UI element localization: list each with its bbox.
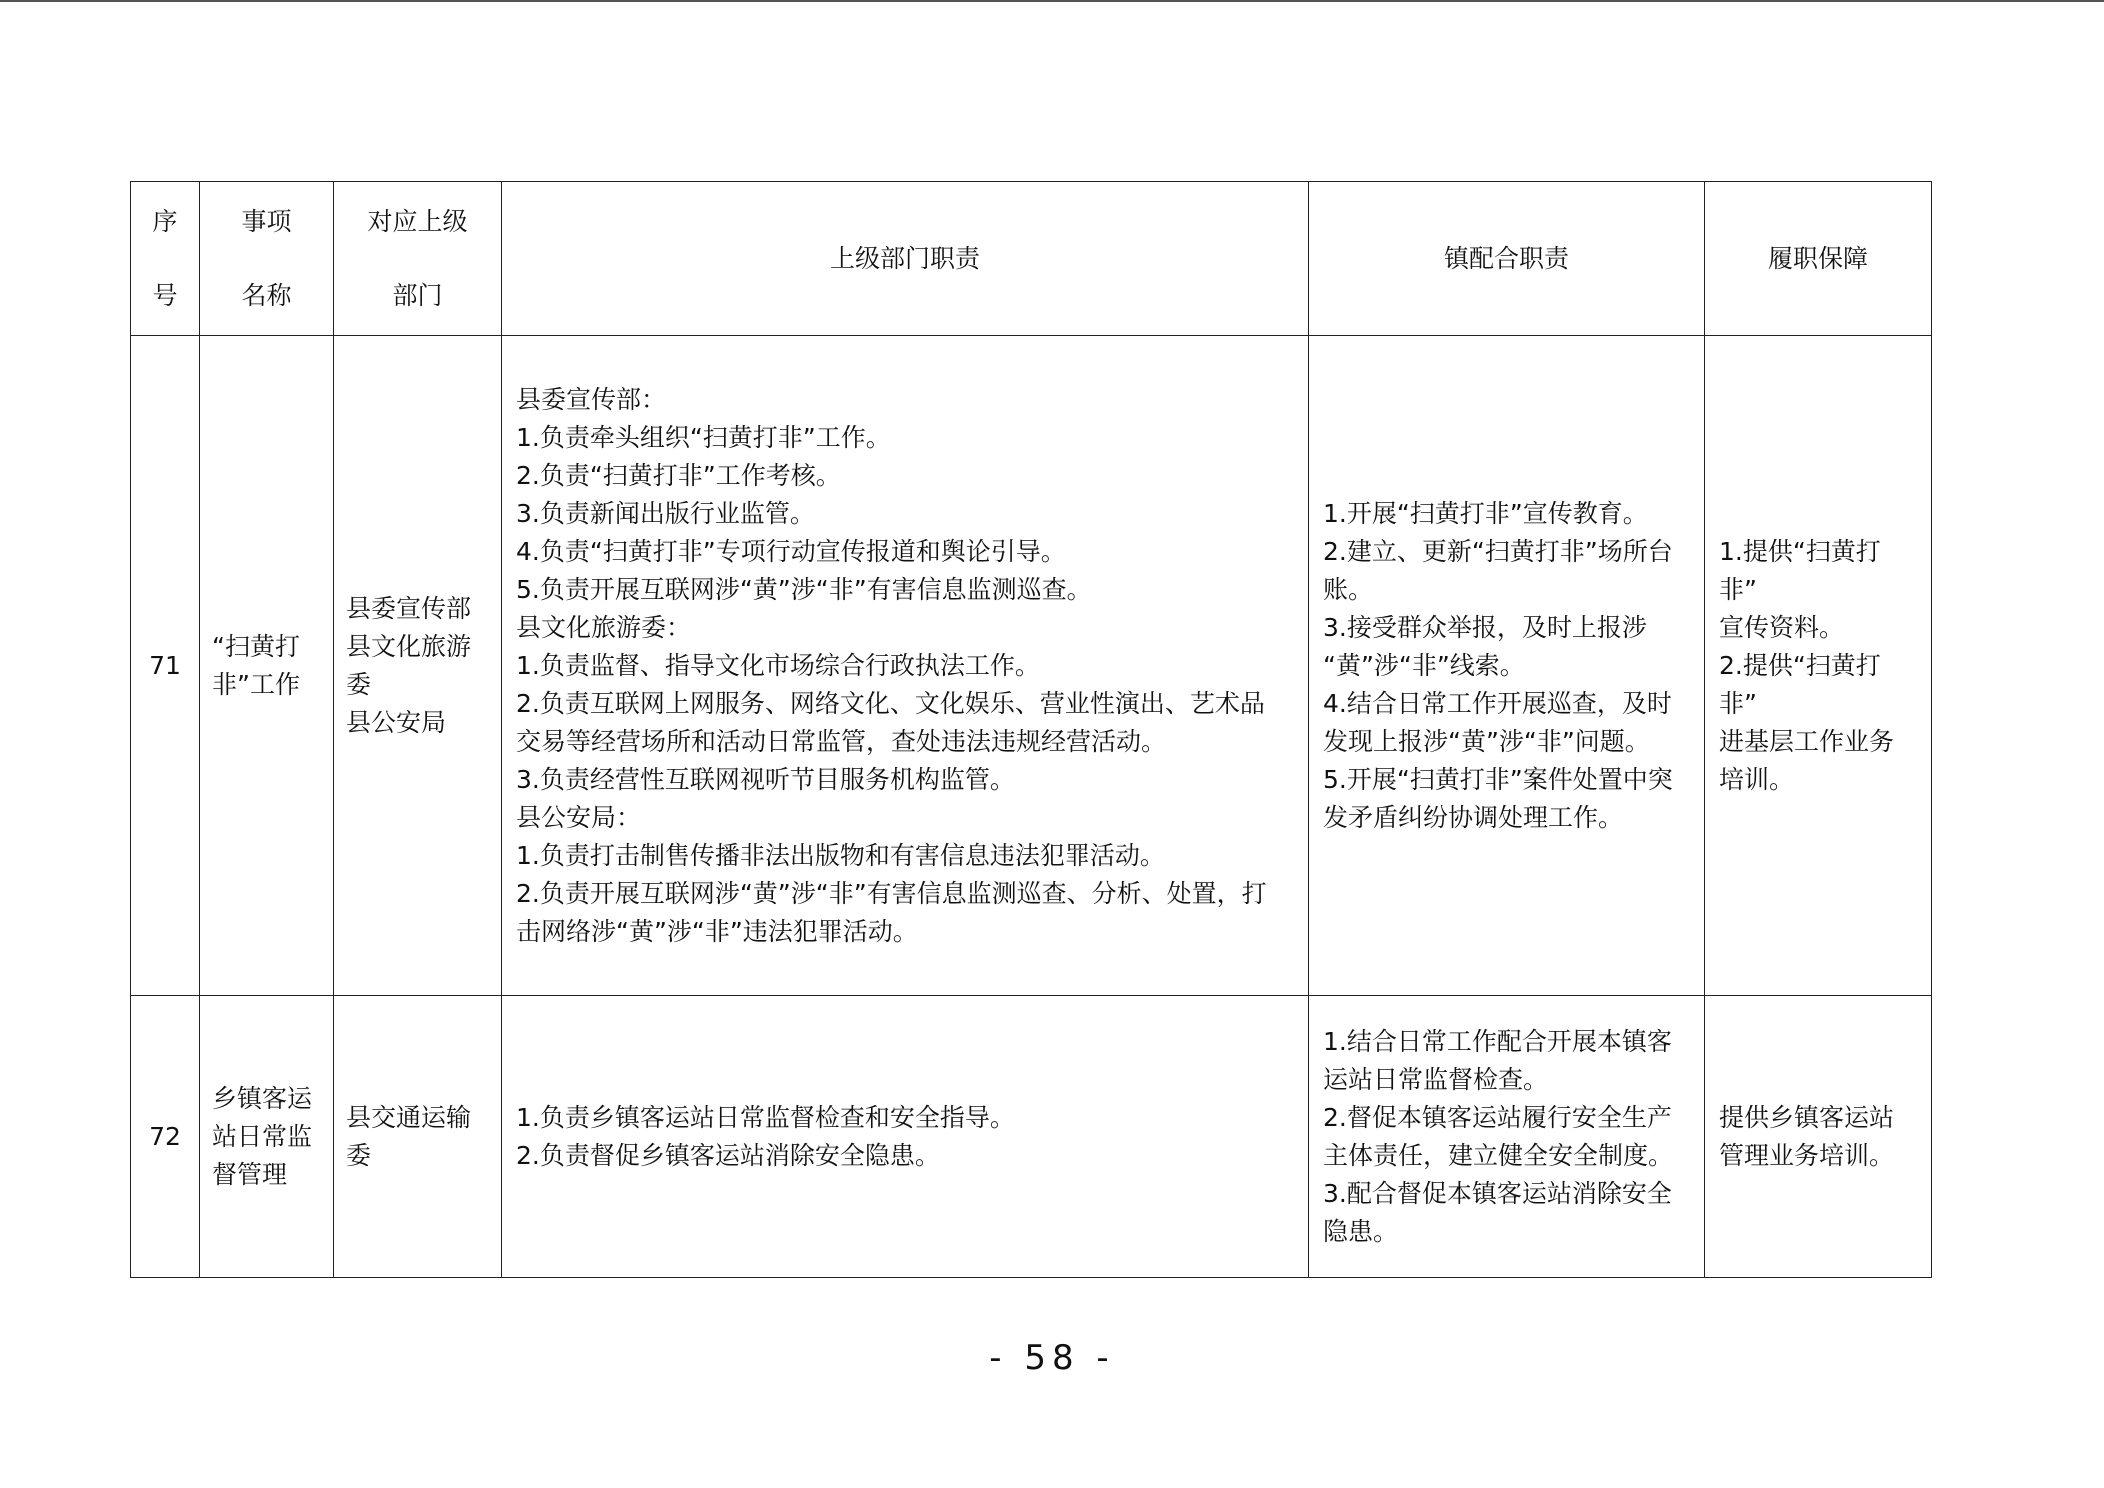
header-guarantee: 履职保障 [1705, 182, 1932, 336]
town-duty-line: 4.结合日常工作开展巡查，及时 [1323, 688, 1672, 718]
town-duty-line: 1.结合日常工作配合开展本镇客 [1323, 1026, 1672, 1056]
top-rule [0, 0, 2104, 2]
header-item-line2: 名称 [241, 280, 292, 310]
town-duty-line: 运站日常监督检查。 [1323, 1064, 1549, 1094]
header-town-duty: 镇配合职责 [1309, 182, 1705, 336]
town-duty-line: 主体责任，建立健全安全制度。 [1323, 1140, 1674, 1170]
dept-cell [334, 996, 502, 1278]
town-duty-line: “黄”涉“非”线索。 [1323, 650, 1525, 680]
upper-duty-line: 5.负责开展互联网涉“黄”涉“非”有害信息监测巡查。 [516, 574, 1092, 604]
upper-duty-cell [502, 336, 1309, 996]
table-header-row [131, 182, 1932, 336]
town-duty-line: 隐患。 [1323, 1216, 1399, 1246]
town-duty-line: 3.接受群众举报，及时上报涉 [1323, 612, 1647, 642]
guarantee-line: 提供乡镇客运站 [1719, 1102, 1895, 1132]
item-name-line: 站日常监 [212, 1121, 313, 1151]
header-dept-line2: 部门 [392, 280, 443, 310]
dept-line: 县文化旅游 [346, 631, 472, 661]
row-number: 71 [131, 336, 200, 996]
header-no [131, 182, 200, 336]
guarantee-line: 管理业务培训。 [1719, 1140, 1895, 1170]
upper-duty-line: 2.负责互联网上网服务、网络文化、文化娱乐、营业性演出、艺术品 [516, 688, 1265, 718]
town-duty-cell [1309, 996, 1705, 1278]
header-item-line1: 事项 [241, 206, 292, 236]
table-row [131, 336, 1932, 996]
upper-duty-line: 1.负责牵头组织“扫黄打非”工作。 [516, 422, 891, 452]
town-duty-line: 3.配合督促本镇客运站消除安全 [1323, 1178, 1672, 1208]
upper-duty-line: 击网络涉“黄”涉“非”违法犯罪活动。 [516, 916, 918, 946]
upper-duty-line: 2.负责开展互联网涉“黄”涉“非”有害信息监测巡查、分析、处置，打 [516, 878, 1267, 908]
item-name-line: “扫黄打 [212, 631, 300, 661]
town-duty-line: 账。 [1323, 574, 1374, 604]
dept-cell [334, 336, 502, 996]
dept-line: 县交通运输 [346, 1102, 472, 1132]
upper-duty-cell [502, 996, 1309, 1278]
guarantee-line: 宣传资料。 [1719, 612, 1845, 642]
town-duty-line: 5.开展“扫黄打非”案件处置中突 [1323, 764, 1673, 794]
header-no-line1: 序 [152, 206, 178, 236]
upper-duty-line: 县委宣传部： [516, 384, 667, 414]
town-duty-line: 发矛盾纠纷协调处理工作。 [1323, 802, 1624, 832]
upper-duty-line: 3.负责经营性互联网视听节目服务机构监管。 [516, 764, 1015, 794]
header-dept-line1: 对应上级 [367, 206, 468, 236]
header-no-line2: 号 [152, 280, 178, 310]
town-duty-line: 1.开展“扫黄打非”宣传教育。 [1323, 498, 1648, 528]
page-number: - 58 - [989, 1338, 1115, 1378]
header-item [200, 182, 334, 336]
town-duty-line: 2.督促本镇客运站履行安全生产 [1323, 1102, 1672, 1132]
duty-table [130, 181, 1932, 1278]
dept-line: 县委宣传部 [346, 593, 472, 623]
item-name-line: 非”工作 [212, 669, 300, 699]
upper-duty-line: 1.负责打击制售传播非法出版物和有害信息违法犯罪活动。 [516, 840, 1165, 870]
item-name-line: 乡镇客运 [212, 1083, 313, 1113]
upper-duty-line: 3.负责新闻出版行业监管。 [516, 498, 815, 528]
upper-duty-line: 4.负责“扫黄打非”专项行动宣传报道和舆论引导。 [516, 536, 1066, 566]
row-number: 72 [131, 996, 200, 1278]
upper-duty-line: 1.负责监督、指导文化市场综合行政执法工作。 [516, 650, 1040, 680]
guarantee-line: 1.提供“扫黄打非” [1719, 536, 1881, 604]
item-name-cell [200, 996, 334, 1278]
item-name-cell [200, 336, 334, 996]
upper-duty-line: 县公安局： [516, 802, 642, 832]
guarantee-cell [1705, 996, 1932, 1278]
table-row [131, 996, 1932, 1278]
guarantee-line: 2.提供“扫黄打非” [1719, 650, 1881, 718]
upper-duty-line: 交易等经营场所和活动日常监管，查处违法违规经营活动。 [516, 726, 1167, 756]
guarantee-line: 培训。 [1719, 764, 1795, 794]
upper-duty-line: 2.负责督促乡镇客运站消除安全隐患。 [516, 1140, 940, 1170]
dept-line: 委 [346, 1140, 372, 1170]
dept-line: 县公安局 [346, 707, 447, 737]
dept-line: 委 [346, 669, 372, 699]
upper-duty-line: 县文化旅游委： [516, 612, 692, 642]
town-duty-line: 发现上报涉“黄”涉“非”问题。 [1323, 726, 1650, 756]
town-duty-cell [1309, 336, 1705, 996]
guarantee-line: 进基层工作业务 [1719, 726, 1895, 756]
header-upper-duty: 上级部门职责 [502, 182, 1309, 336]
town-duty-line: 2.建立、更新“扫黄打非”场所台 [1323, 536, 1673, 566]
upper-duty-line: 1.负责乡镇客运站日常监督检查和安全指导。 [516, 1102, 1015, 1132]
header-dept [334, 182, 502, 336]
guarantee-cell [1705, 336, 1932, 996]
item-name-line: 督管理 [212, 1159, 288, 1189]
upper-duty-line: 2.负责“扫黄打非”工作考核。 [516, 460, 841, 490]
